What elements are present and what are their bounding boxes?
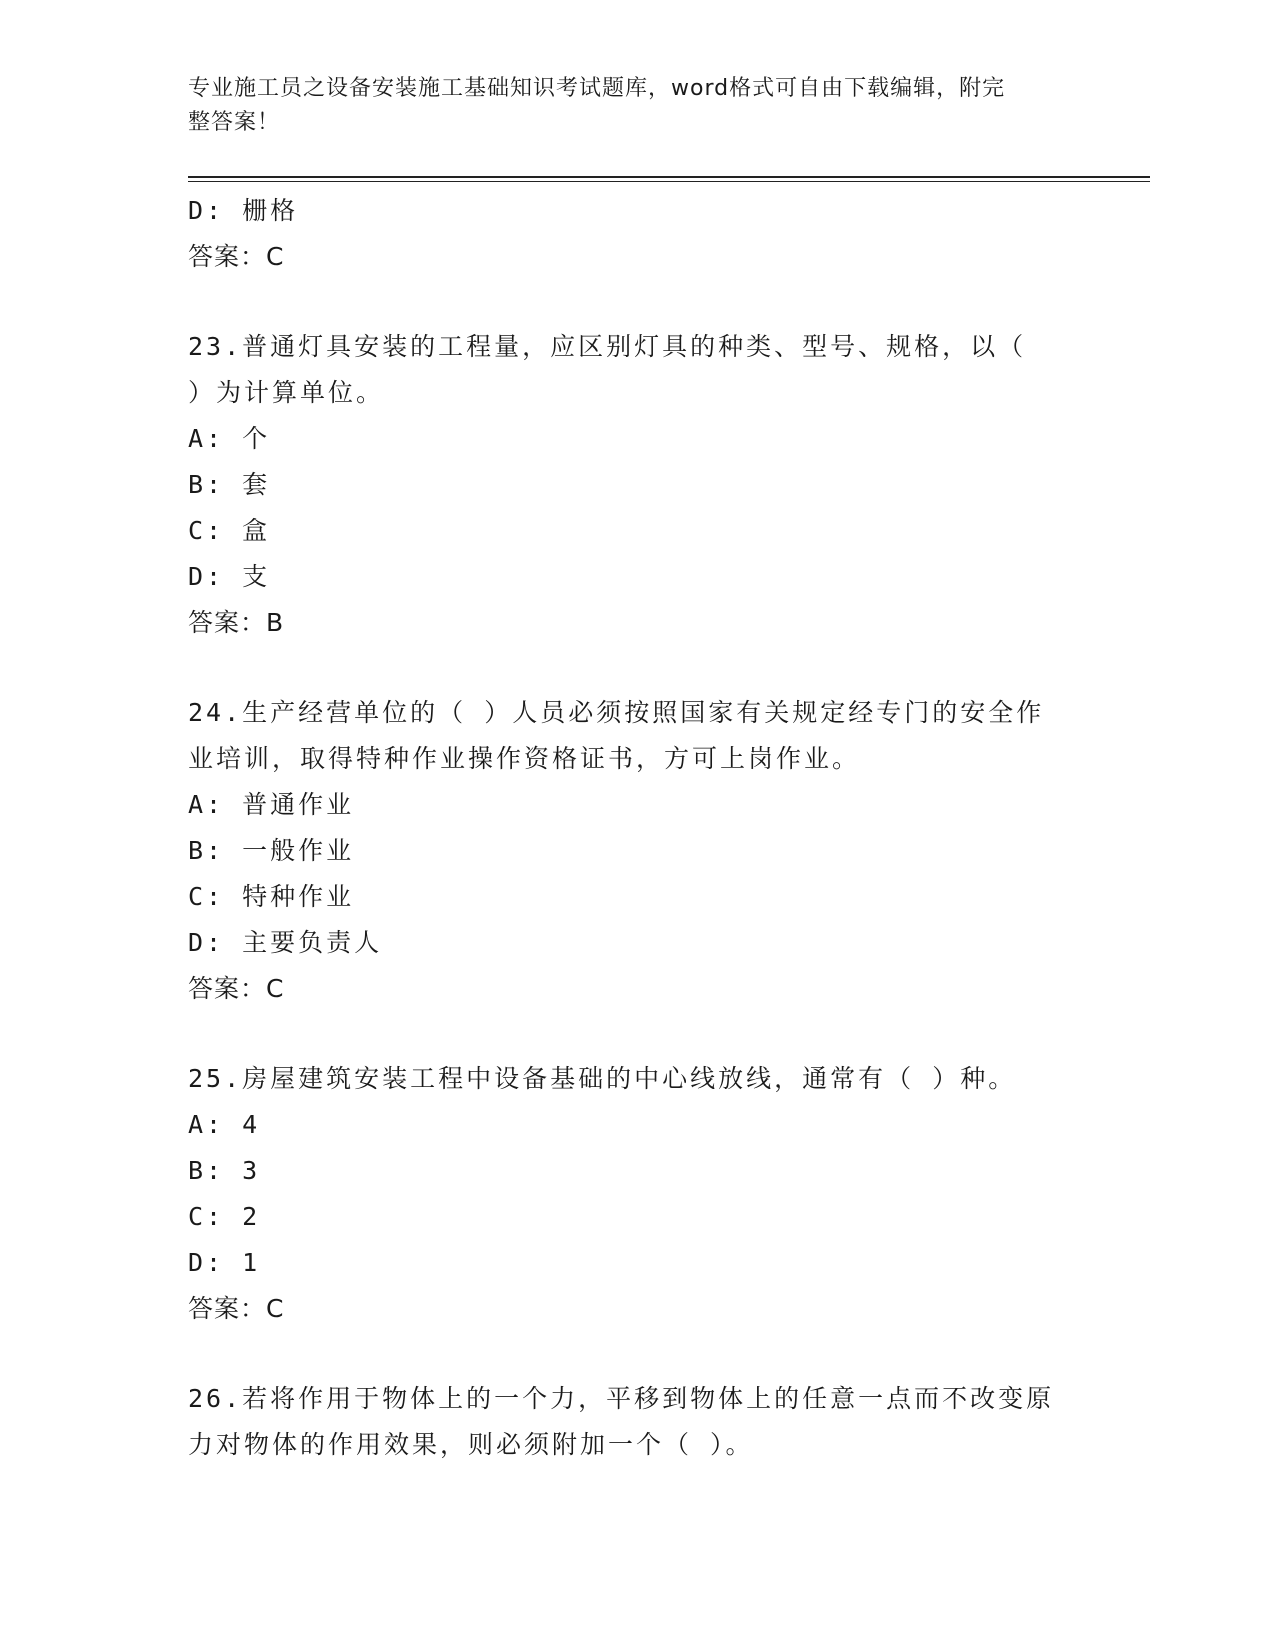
- spacer: [188, 1012, 1088, 1056]
- spacer: [188, 1332, 1088, 1376]
- option-a: A: 个: [188, 424, 271, 453]
- question-stem: 25.房屋建筑安装工程中设备基础的中心线放线，通常有（ ）种。: [188, 1064, 1017, 1093]
- question-26: [188, 1376, 1088, 1468]
- option-c: C: 2: [188, 1202, 261, 1231]
- option-b: B: 一般作业: [188, 836, 355, 865]
- spacer: [188, 646, 1088, 690]
- option-d: D: 主要负责人: [188, 928, 383, 957]
- header-divider-thin: [188, 181, 1150, 182]
- question-25: [188, 1056, 1088, 1332]
- question-stem-continued: ）为计算单位。: [188, 378, 385, 407]
- spacer: [188, 280, 1088, 324]
- answer: 答案：C: [188, 242, 285, 271]
- header-line-2: 整答案！: [188, 110, 281, 135]
- question-stem-continued: 业培训，取得特种作业操作资格证书，方可上岗作业。: [188, 744, 861, 773]
- question-22: [188, 188, 1088, 280]
- answer: 答案：C: [188, 974, 285, 1003]
- question-24: [188, 690, 1088, 1012]
- question-stem: 24.生产经营单位的（ ）人员必须按照国家有关规定经专门的安全作: [188, 698, 1045, 727]
- question-23: [188, 324, 1088, 646]
- option-c: C: 特种作业: [188, 882, 355, 911]
- question-list: [188, 188, 1088, 1468]
- answer: 答案：C: [188, 1294, 285, 1323]
- header-divider-thick: [188, 176, 1150, 178]
- option-d: D: 支: [188, 562, 271, 591]
- option-d: D: 栅格: [188, 196, 299, 225]
- option-c: C: 盒: [188, 516, 271, 545]
- question-stem-continued: 力对物体的作用效果，则必须附加一个（ ）。: [188, 1430, 754, 1459]
- option-b: B: 套: [188, 470, 271, 499]
- option-a: A: 普通作业: [188, 790, 355, 819]
- answer: 答案：B: [188, 608, 285, 637]
- option-b: B: 3: [188, 1156, 261, 1185]
- question-stem: 23.普通灯具安装的工程量，应区别灯具的种类、型号、规格，以（: [188, 332, 1027, 361]
- question-stem: 26.若将作用于物体上的一个力，平移到物体上的任意一点而不改变原: [188, 1384, 1055, 1413]
- header-line-1: 专业施工员之设备安装施工基础知识考试题库，word格式可自由下载编辑，附完: [188, 76, 1006, 101]
- option-d: D: 1: [188, 1248, 261, 1277]
- document-header: [188, 72, 1068, 140]
- option-a: A: 4: [188, 1110, 261, 1139]
